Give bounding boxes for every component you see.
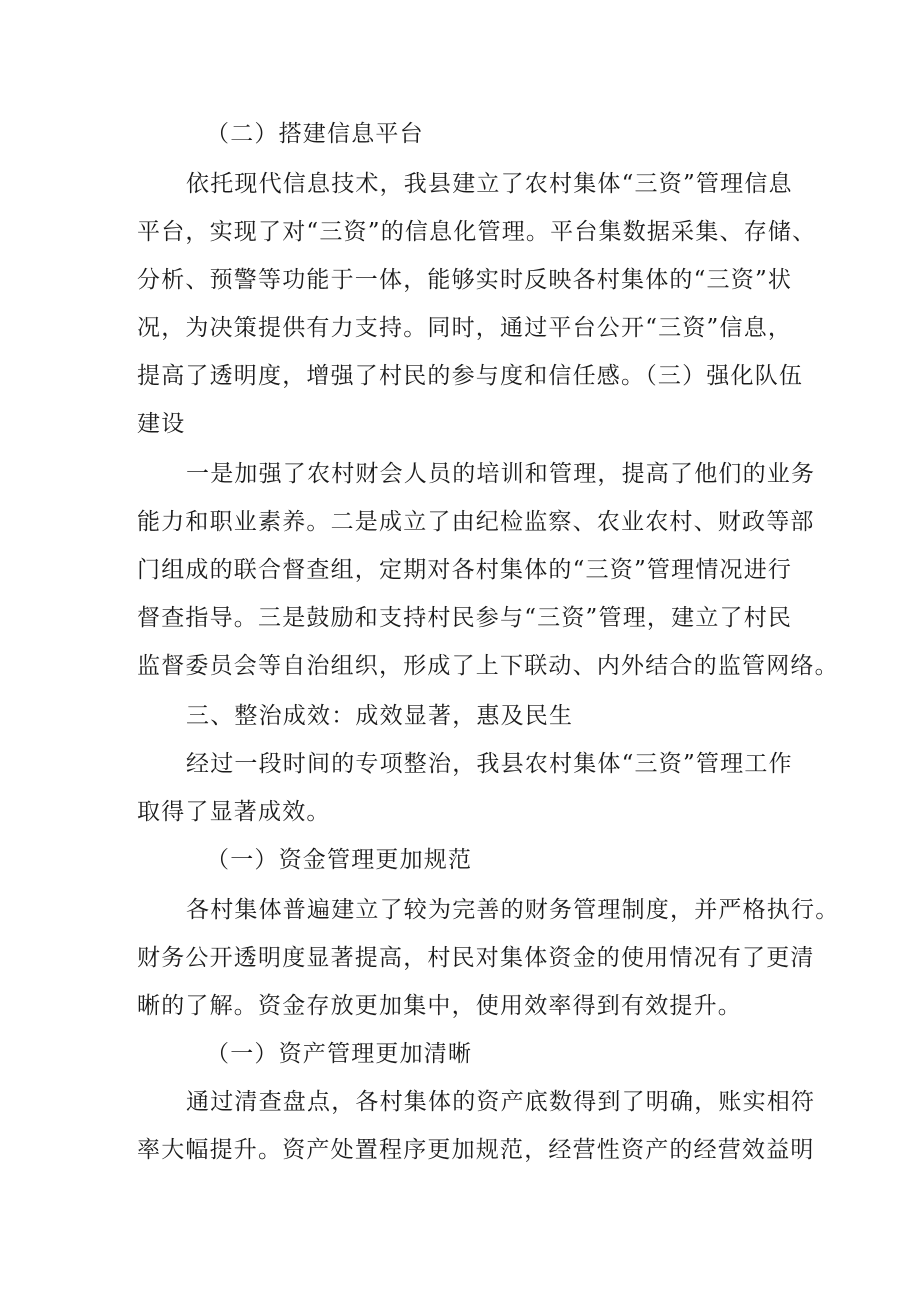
section-heading: （一）资金管理更加规范 [206,847,473,873]
paragraph-line: 况，为决策提供有力支持。同时，通过平台公开“三资”信息， [137,315,793,341]
paragraph-line: 依托现代信息技术，我县建立了农村集体“三资”管理信息 [186,171,793,197]
paragraph-line: 晰的了解。资金存放更加集中，使用效率得到有效提升。 [137,993,742,1019]
paragraph-line: 门组成的联合督查组，定期对各村集体的“三资”管理情况进行 [137,557,793,583]
section-heading: （一）资产管理更加清晰 [206,1041,473,1067]
paragraph-line: 督查指导。三是鼓励和支持村民参与“三资”管理，建立了村民 [137,605,793,631]
paragraph-line: 平台，实现了对“三资”的信息化管理。平台集数据采集、存储、 [137,219,817,245]
section-heading: （二）搭建信息平台 [206,121,424,147]
paragraph-line: 分析、预警等功能于一体，能够实时反映各村集体的“三资”状 [137,267,793,293]
paragraph-line: 经过一段时间的专项整治，我县农村集体“三资”管理工作 [186,751,793,777]
paragraph-line: 率大幅提升。资产处置程序更加规范，经营性资产的经营效益明 [137,1137,815,1163]
paragraph-line: 取得了显著成效。 [137,799,331,825]
paragraph-line: 财务公开透明度显著提高，村民对集体资金的使用情况有了更清 [137,945,815,971]
paragraph-line: 各村集体普遍建立了较为完善的财务管理制度，并严格执行。 [186,897,840,923]
paragraph-line: 建设 [137,411,186,437]
paragraph-line: 能力和职业素养。二是成立了由纪检监察、农业农村、财政等部 [137,509,815,535]
section-heading: 三、整治成效：成效显著，惠及民生 [186,703,574,729]
paragraph-line: 通过清查盘点，各村集体的资产底数得到了明确，账实相符 [186,1089,816,1115]
paragraph-line: 提高了透明度，增强了村民的参与度和信任感。（三）强化队伍 [137,363,804,389]
paragraph-line: 一是加强了农村财会人员的培训和管理，提高了他们的业务 [186,461,816,487]
paragraph-line: 监督委员会等自治组织，形成了上下联动、内外结合的监管网络。 [137,653,839,679]
